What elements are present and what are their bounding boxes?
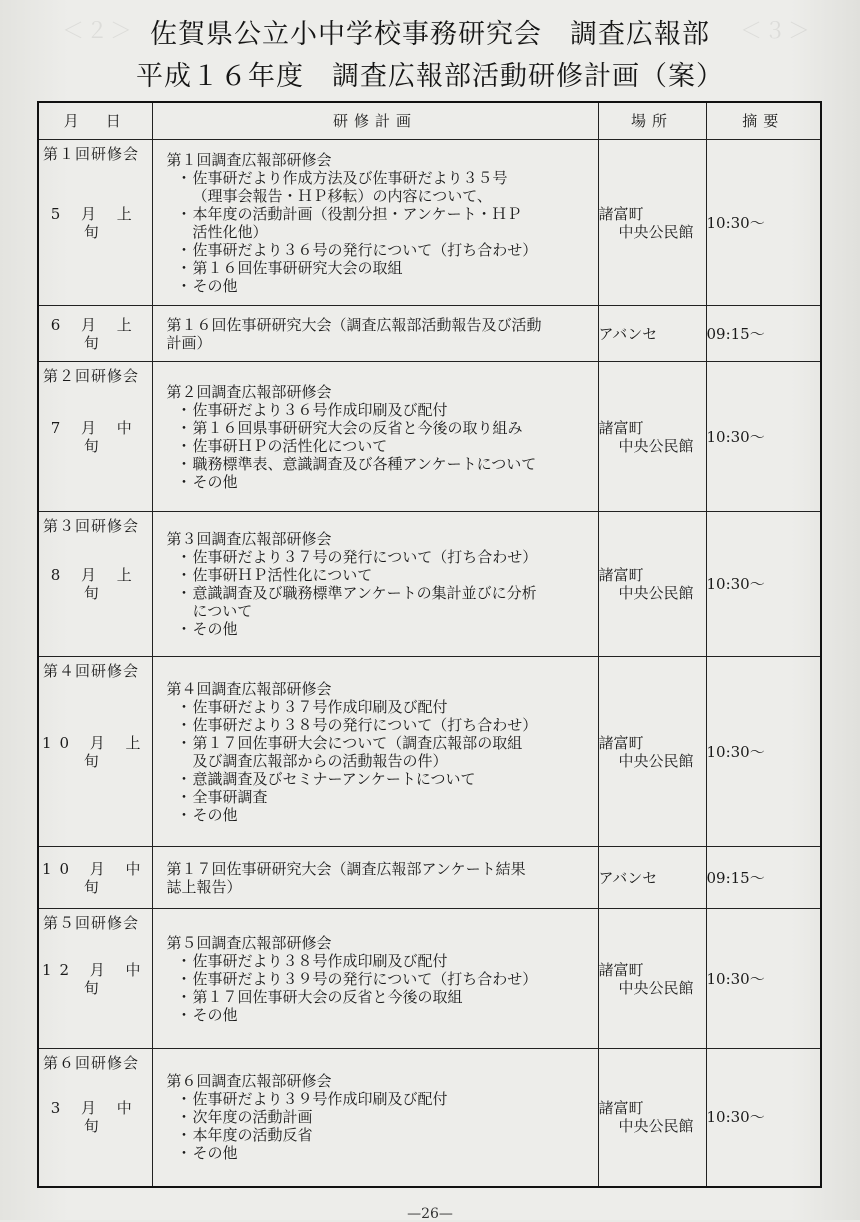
list-item: ・ その他 [177,277,598,295]
place-cell [598,909,706,1049]
place-cell [598,362,706,512]
plan-items [177,952,598,1024]
time-cell: 10:30〜 [706,140,821,306]
session-label: 第６回研修会 [43,1054,140,1072]
time-cell: 09:15〜 [706,306,821,362]
place-label: 諸富町 [598,418,644,437]
page-number: —26— [407,1206,453,1222]
header-plan: 研修計画 [152,102,598,140]
plan-title: 第１回調査広報部研修会 [166,150,332,169]
place-sub-label: 中央公民館 [618,1117,694,1136]
plan-title: 第３回調査広報部研修会 [166,530,332,548]
list-item: ・ 第１６回県事研研究大会の反省と今後の取り組み [177,419,598,437]
session-label: 第１回研修会 [43,145,140,163]
time-cell: 09:15〜 [706,847,821,909]
table-row [38,140,821,306]
document-title: 佐賀県公立小中学校事務研究会 調査広報部 [150,19,710,50]
place-label: 諸富町 [598,1099,644,1118]
bleed-through-left: ＜２＞ [62,19,135,44]
list-item: ・ その他 [177,806,598,824]
list-item: ・ 佐事研だより３７号作成印刷及び配付 [177,698,598,716]
list-item: ・ 佐事研だより３９号作成印刷及び配付 [177,1090,598,1108]
list-item: ・ その他 [177,620,598,638]
header-date: 月 日 [38,102,152,140]
time-cell: 10:30〜 [706,1049,821,1187]
time-cell: 10:30〜 [706,909,821,1049]
place-sub-label: 中央公民館 [618,751,694,770]
table-row [38,306,821,362]
date-label: 8 月 上 旬 [50,566,140,602]
list-item: ・ 次年度の活動計画 [177,1108,598,1126]
date-cell [38,657,152,847]
time-cell: 10:30〜 [706,512,821,657]
place-sub-label: 中央公民館 [618,978,694,997]
place-sub-label: 中央公民館 [618,436,694,455]
list-item: ・ 第１７回佐事研大会について（調査広報部の取組 及び調査広報部からの活動報告の件） [177,734,598,770]
time-cell: 10:30〜 [706,362,821,512]
place-label: 諸富町 [598,960,644,979]
session-label: 第３回研修会 [43,517,140,535]
place-label: 諸富町 [598,566,644,584]
list-item: ・ 意識調査及び職務標準アンケートの集計並びに分析 について [177,584,598,620]
plan-items [177,169,598,295]
plan-cell [152,512,598,657]
date-cell [38,512,152,657]
list-item: ・ 佐事研だより３６号作成印刷及び配付 [177,401,598,419]
list-item: ・ 本年度の活動計画（役割分担・アンケート・ＨＰ 活性化他） [177,205,598,241]
date-label: 3 月 中 旬 [50,1099,140,1136]
plan-items [177,698,598,824]
plan-cell [152,847,598,909]
date-cell [38,909,152,1049]
table-row [38,1049,821,1187]
list-item: ・ 佐事研ＨＰ活性化について [177,566,598,584]
session-label: 第２回研修会 [43,367,140,385]
date-label: 10 月 上 旬 [41,733,149,770]
date-label: 5 月 上 旬 [50,204,140,241]
plan-title: 第５回調査広報部研修会 [166,933,332,952]
session-label: 第５回研修会 [43,914,140,932]
date-label: 7 月 中 旬 [50,418,140,455]
table-row [38,512,821,657]
plan-items [177,1090,598,1162]
date-cell [38,847,152,909]
list-item: ・ 佐事研だより３８号の発行について（打ち合わせ） [177,716,598,734]
plan-cell [152,657,598,847]
session-label: 第４回研修会 [43,662,140,680]
table-row [38,362,821,512]
plan-cell [152,1049,598,1187]
place-cell [598,306,706,362]
date-cell [38,140,152,306]
plan-cell [152,909,598,1049]
list-item: ・ その他 [177,473,598,491]
plan-title: 第４回調査広報部研修会 [166,679,332,698]
date-cell [38,1049,152,1187]
list-item: ・ 佐事研だより作成方法及び佐事研だより３５号 （理事会報告・ＨＰ移転）の内容について、 [177,169,598,205]
plan-title: 第２回調査広報部研修会 [166,382,332,401]
place-label: 諸富町 [598,733,644,752]
date-cell [38,362,152,512]
list-item: ・ 本年度の活動反省 [177,1126,598,1144]
table-row [38,657,821,847]
place-sub-label: 中央公民館 [618,222,694,241]
place-cell [598,1049,706,1187]
plan-title: 第１６回佐事研研究大会（調査広報部活動報告及び活動 計画） [166,315,542,352]
bleed-through-right: ＜３＞ [740,19,813,44]
list-item: ・ 第１７回佐事研大会の反省と今後の取組 [177,988,598,1006]
plan-items [177,401,598,491]
list-item: ・ 佐事研だより３９号の発行について（打ち合わせ） [177,970,598,988]
place-cell [598,657,706,847]
list-item: ・ その他 [177,1144,598,1162]
list-item: ・ 第１６回佐事研研究大会の取組 [177,259,598,277]
training-plan-table [37,101,822,1188]
plan-title: 第１７回佐事研研究大会（調査広報部アンケート結果 誌上報告） [166,859,526,896]
table-row [38,847,821,909]
place-label: アバンセ [598,324,658,343]
date-cell [38,306,152,362]
list-item: ・ 全事研調査 [177,788,598,806]
place-cell [598,512,706,657]
date-label: 6 月 上 旬 [50,315,140,352]
place-cell [598,847,706,909]
place-label: 諸富町 [598,204,644,223]
date-label: 12 月 中 旬 [41,960,149,997]
table-header-row [38,102,821,140]
plan-title: 第６回調査広報部研修会 [166,1072,332,1091]
header-place: 場所 [598,102,706,140]
place-cell [598,140,706,306]
plan-items [177,548,598,638]
list-item: ・ 佐事研だより３８号作成印刷及び配付 [177,952,598,970]
plan-cell [152,362,598,512]
list-item: ・ その他 [177,1006,598,1024]
place-sub-label: 中央公民館 [618,584,694,602]
time-cell: 10:30〜 [706,657,821,847]
table-row [38,909,821,1049]
header-note: 摘要 [706,102,821,140]
list-item: ・ 佐事研だより３６号の発行について（打ち合わせ） [177,241,598,259]
plan-cell [152,140,598,306]
list-item: ・ 佐事研ＨＰの活性化について [177,437,598,455]
plan-cell [152,306,598,362]
list-item: ・ 佐事研だより３７号の発行について（打ち合わせ） [177,548,598,566]
document-subtitle: 平成１６年度 調査広報部活動研修計画（案） [136,61,724,92]
list-item: ・ 意識調査及びセミナーアンケートについて [177,770,598,788]
date-label: 10 月 中 旬 [41,859,149,896]
place-label: アバンセ [598,868,658,887]
list-item: ・ 職務標準表、意識調査及び各種アンケートについて [177,455,598,473]
